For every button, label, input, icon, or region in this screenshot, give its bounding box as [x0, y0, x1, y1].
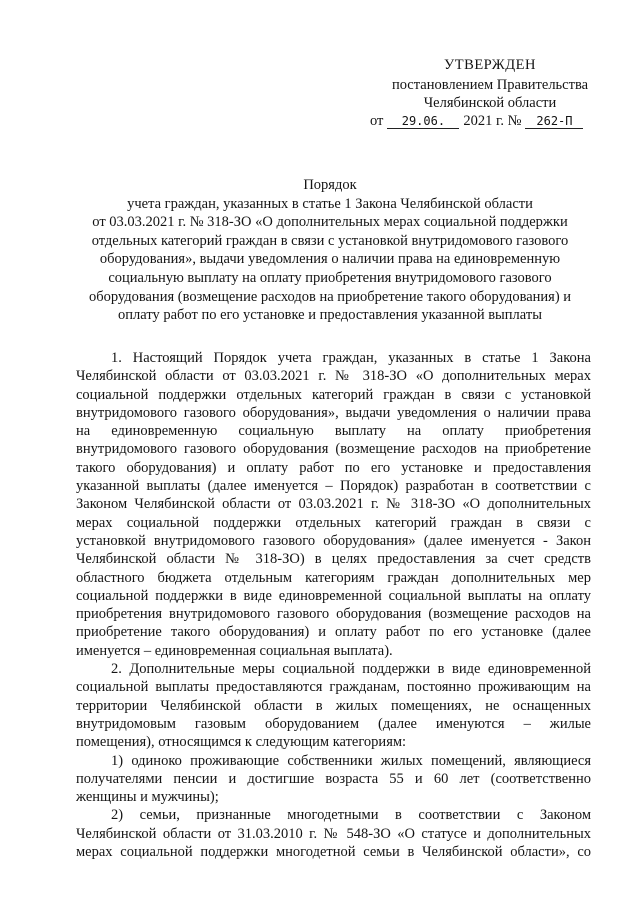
- approval-date-prefix: от: [370, 113, 384, 129]
- list-item-2-line: мерах социальной поддержки многодетной семьи в Челябинской области», со: [76, 844, 591, 861]
- title-line: оборудования», выдачи уведомления о наличии права на единовременную: [99, 251, 561, 268]
- approval-title: УТВЕРЖДЕН: [444, 57, 536, 73]
- paragraph-1-line: установкой внутридомового газового оборудования» (далее именуется - Закон: [76, 532, 591, 549]
- approval-issuer-line-1: постановлением Правительства: [391, 77, 589, 93]
- approval-date-line: [370, 112, 610, 130]
- paragraph-1-line: Челябинской области от 03.03.2021 г. № 318-ЗО «О дополнительных мерах: [76, 368, 591, 385]
- paragraph-2-line: территории Челябинской области в жилых помещениях, не оснащенных: [76, 697, 591, 714]
- paragraph-1-line: указанной выплаты (далее именуется – Порядок) разработан в соответствии с: [76, 478, 591, 495]
- paragraph-2-line: 2. Дополнительные меры социальной поддержки в виде единовременной: [111, 661, 591, 678]
- list-item-1-line: получателями пенсии и достигшие возраста 55 и 60 лет (соответственно: [76, 770, 591, 787]
- paragraph-1-line: на единовременную социальную выплату на оплату приобретения: [76, 423, 591, 440]
- list-item-1-line: 1) одиноко проживающие собственники жилых помещений, являющиеся: [111, 752, 591, 769]
- title-line: социальную выплату на оплату приобретения внутридомового газового: [108, 269, 552, 286]
- title-line: оплату работ по его установке и предоставления указанной выплаты: [118, 307, 542, 324]
- paragraph-1-line: внутридомового газового оборудования», выдачи уведомления о наличии права: [76, 404, 591, 421]
- paragraph-1-line: Законом Челябинской области от 03.03.2021 г. № 318-ЗО «О дополнительных: [76, 496, 591, 513]
- title-line: Порядок: [303, 177, 357, 193]
- list-item-1-line: женщины и мужчины);: [76, 789, 219, 806]
- paragraph-1-line: приобретения внутридомового газового оборудования (возмещение расходов на: [76, 606, 591, 623]
- paragraph-1-line: приобретение такого оборудования) и оплату работ по его установке (далее: [76, 624, 591, 641]
- paragraph-2-line: внутридомовым газовым оборудованием (далее именуются – жилые: [76, 715, 591, 732]
- paragraph-1-line: внутридомового газового оборудования (возмещение расходов на приобретение: [76, 441, 591, 458]
- paragraph-1-line: социальной поддержки в виде единовременной социальной выплаты на оплату: [76, 587, 591, 604]
- approval-date: 29.06.: [387, 114, 459, 129]
- list-item-2-line: Челябинской области от 31.03.2010 г. № 548-ЗО «О статусе и дополнительных: [76, 825, 591, 842]
- approval-year: 2021 г. №: [463, 113, 522, 129]
- list-item-2-line: 2) семьи, признанные многодетными в соответствии с Законом: [111, 807, 591, 824]
- title-line: от 03.03.2021 г. № 318-ЗО «О дополнительных мерах социальной поддержки: [92, 214, 568, 231]
- document-body: [76, 349, 591, 861]
- paragraph-1-line: такого оборудования) и оплату работ по его установке и предоставления: [76, 459, 591, 476]
- paragraph-1-line: социальной поддержки отдельных категорий граждан в связи с установкой: [76, 386, 591, 403]
- paragraph-2-line: социальной выплаты предоставляются гражданам, постоянно проживающим на: [76, 679, 591, 696]
- document-title: [70, 176, 590, 325]
- paragraph-1-line: именуется – единовременная социальная выплата).: [76, 642, 393, 659]
- paragraph-1-line: областного бюджета отдельным категориям граждан дополнительных мер: [76, 569, 591, 586]
- paragraph-1-line: мерах социальной поддержки отдельных категорий граждан в связи с: [76, 514, 591, 531]
- paragraph-1-line: Челябинской области № 318-ЗО) в целях предоставления за счет средств: [76, 551, 591, 568]
- approval-stamp: [370, 56, 610, 130]
- title-line: отдельных категорий граждан в связи с установкой внутридомового газового: [91, 232, 569, 249]
- approval-issuer-line-2: Челябинской области: [423, 95, 557, 111]
- title-line: учета граждан, указанных в статье 1 Закона Челябинской области: [127, 195, 533, 212]
- paragraph-2-line: помещения), относящимся к следующим категориям:: [76, 734, 407, 751]
- approval-number: 262-П: [525, 114, 583, 129]
- paragraph-1-line: 1. Настоящий Порядок учета граждан, указанных в статье 1 Закона: [111, 350, 591, 366]
- title-line: оборудования (возмещение расходов на приобретение такого оборудования) и: [88, 288, 572, 305]
